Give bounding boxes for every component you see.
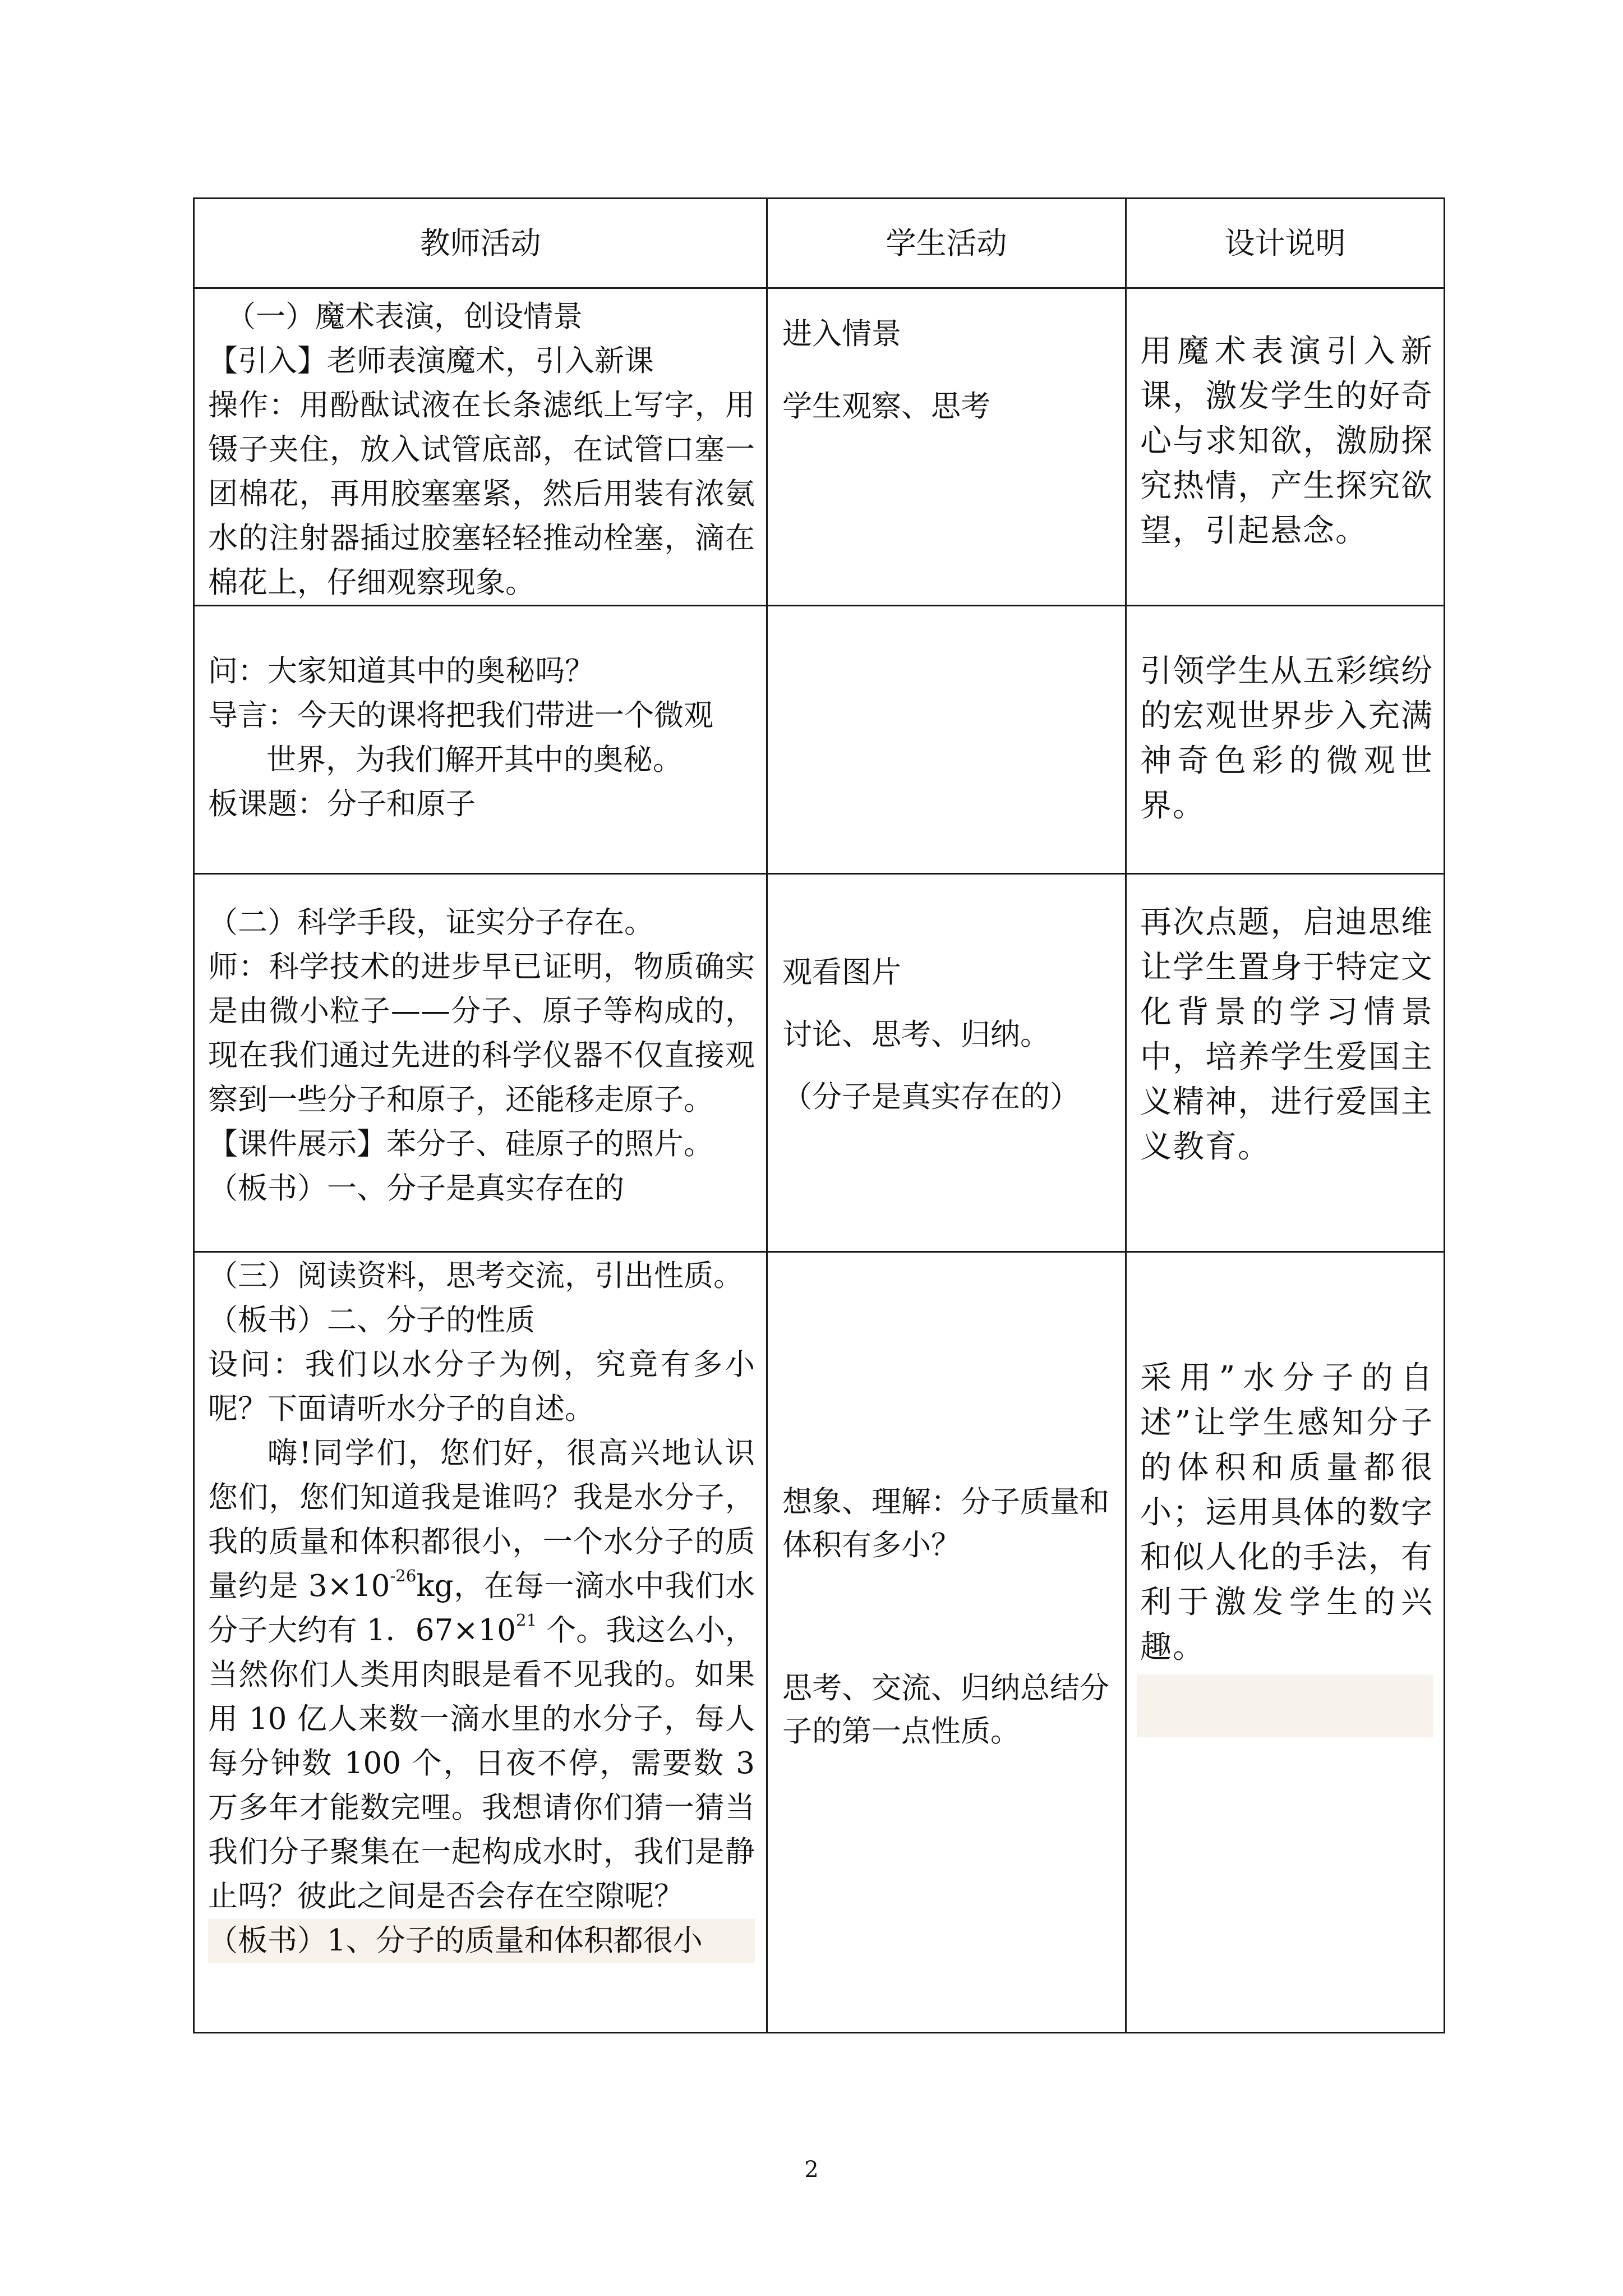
teacher-cell (194, 288, 767, 606)
teacher-text: 【引入】老师表演魔术，引入新课 (208, 344, 654, 378)
header-design-notes: 设计说明 (1126, 199, 1445, 288)
teacher-cell (194, 606, 767, 874)
student-cell (767, 606, 1126, 874)
student-text: 思考、交流、归纳总结分子的第一点性质。 (782, 1671, 1109, 1749)
design-text: 用魔术表演引入新课，激发学生的好奇心与求知欲，激励探究热情，产生探究欲望，引起悬念。 (1140, 333, 1433, 549)
design-cell (1126, 606, 1445, 874)
shaded-area (1137, 1674, 1433, 1737)
design-cell (1126, 874, 1445, 1252)
design-text: 再次点题，启迪思维让学生置身于特定文化背景的学习情景中，培养学生爱国主义精神，进行爱国主义教育。 (1140, 904, 1433, 1165)
student-text: （分子是真实存在的） (782, 1080, 1080, 1114)
page-number: 2 (804, 2157, 819, 2183)
teacher-text: 师：科学技术的进步早已证明，物质确实是由微小粒子——分子、原子等构成的，现在我们通过先进的科学仪器不仅直接观察到一些分子和原子，还能移走原子。 (208, 950, 755, 1117)
student-cell (767, 874, 1126, 1252)
section-heading: （二）科学手段，证实分子存在。 (208, 905, 654, 940)
student-text: 讨论、思考、归纳。 (782, 1018, 1050, 1052)
table-row (194, 1252, 1445, 2033)
teacher-text: 问：大家知道其中的奥秘吗？ (208, 654, 594, 688)
table-row (194, 288, 1445, 606)
teacher-text: 导言：今天的课将把我们带进一个微观 (208, 698, 713, 733)
section-heading: （三）阅读资料，思考交流，引出性质。 (208, 1259, 743, 1293)
teacher-text: 板课题：分子和原子 (208, 787, 476, 821)
student-text: 学生观察、思考 (782, 389, 990, 424)
teacher-cell (194, 1252, 767, 2033)
student-text: 进入情景 (782, 317, 901, 351)
header-student-activity: 学生活动 (767, 199, 1126, 288)
design-cell (1126, 1252, 1445, 2033)
teacher-text: 设问：我们以水分子为例，究竟有多小呢？下面请听水分子的自述。 (208, 1347, 755, 1426)
teacher-text: 操作：用酚酞试液在长条滤纸上写字，用镊子夹住，放入试管底部，在试管口塞一团棉花，再用胶塞塞紧，然后用装有浓氨水的注射器插过胶塞轻轻推动栓塞，滴在棉花上，仔细观察现象。 (208, 388, 755, 600)
lesson-plan-table (193, 197, 1445, 2033)
teacher-text: 世界，为我们解开其中的奥秘。 (266, 743, 683, 777)
student-cell (767, 288, 1126, 606)
table-row (194, 606, 1445, 874)
student-text: 想象、理解：分子质量和体积有多小？ (782, 1485, 1109, 1562)
table-row (194, 874, 1445, 1252)
design-text: 引领学生从五彩缤纷的宏观世界步入充满神奇色彩的微观世界。 (1140, 653, 1433, 824)
water-molecule-monologue: 嗨!同学们，您们好，很高兴地认识您们，您们知道我是谁吗？我是水分子，我的质量和体积都很小，一个水分子的质量约是 $3\times 10^{-26}kg$，在每一滴水中我们水分子大约有 1．$67\times 10^{21}$ 个。我这么小，当然你们人类用肉眼是看不见我的。如果用 10 亿人来数一滴水里的水分子，每人每分钟数 100 个，日夜不停，需要数 3 万多年才能数完哩。我想请你们猜一猜当我们分子聚集在一起构成水时，我们是静止吗？彼此之间是否会存在空隙呢？ (208, 1436, 755, 1913)
header-row (194, 199, 1445, 288)
teacher-text: （板书）二、分子的性质 (208, 1303, 535, 1337)
header-teacher-activity: 教师活动 (194, 199, 767, 288)
teacher-text: （板书）1、分子的质量和体积都很小 (208, 1918, 755, 1963)
teacher-cell (194, 874, 767, 1252)
teacher-text: 【课件展示】苯分子、硅原子的照片。 (208, 1127, 713, 1161)
section-heading: （一）魔术表演，创设情景 (226, 300, 583, 334)
student-cell (767, 1252, 1126, 2033)
design-cell (1126, 288, 1445, 606)
student-text: 观看图片 (782, 955, 901, 990)
design-text: 采用”水分子的自述”让学生感知分子的体积和质量都很小；运用具体的数字和似人化的手法，有利于激发学生的兴趣。 (1140, 1360, 1433, 1665)
teacher-text: （板书）一、分子是真实存在的 (208, 1171, 624, 1205)
